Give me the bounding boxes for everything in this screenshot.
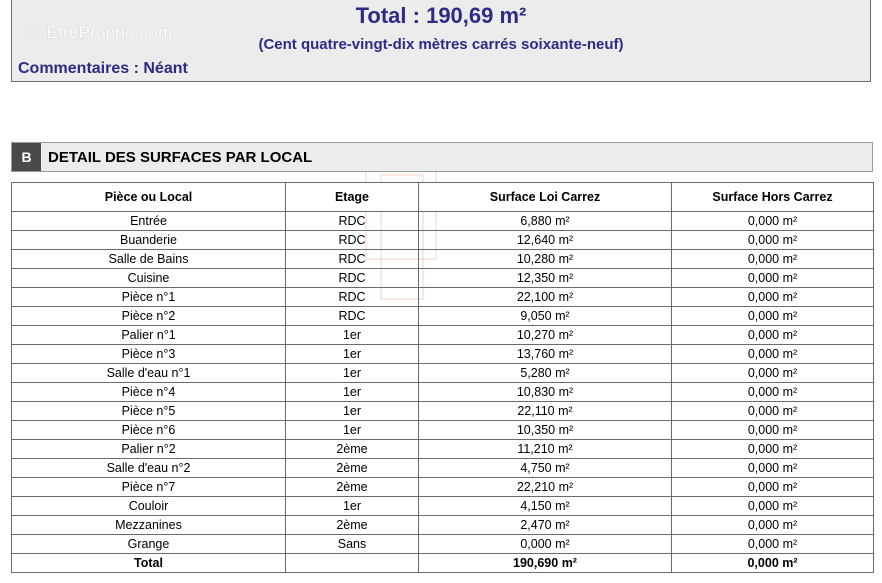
room-name-cell: Palier n°1 — [12, 326, 286, 345]
carrez-surface-cell: 6,880 m² — [419, 212, 672, 231]
table-row — [12, 250, 874, 269]
non-carrez-surface-cell: 0,000 m² — [672, 231, 874, 250]
table-row — [12, 383, 874, 402]
room-name-cell: Salle d'eau n°2 — [12, 459, 286, 478]
carrez-surface-cell: 4,150 m² — [419, 497, 672, 516]
column-header-carrez-surface: Surface Loi Carrez — [419, 183, 672, 212]
non-carrez-surface-cell: 0,000 m² — [672, 383, 874, 402]
column-header-floor: Etage — [286, 183, 419, 212]
non-carrez-surface-cell: 0,000 m² — [672, 307, 874, 326]
floor-cell: 1er — [286, 383, 419, 402]
column-header-non-carrez-surface: Surface Hors Carrez — [672, 183, 874, 212]
room-name-cell: Pièce n°4 — [12, 383, 286, 402]
non-carrez-surface-cell: 0,000 m² — [672, 402, 874, 421]
floor-cell: 2ème — [286, 516, 419, 535]
table-row — [12, 516, 874, 535]
table-total-row — [12, 554, 874, 573]
room-name-cell: Buanderie — [12, 231, 286, 250]
total-surface-in-words: (Cent quatre-vingt-dix mètres carrés soixante-neuf) — [258, 36, 624, 53]
carrez-surface-cell: 4,750 m² — [419, 459, 672, 478]
room-name-cell: Grange — [12, 535, 286, 554]
room-name-cell: Pièce n°5 — [12, 402, 286, 421]
table-row — [12, 231, 874, 250]
table-row — [12, 421, 874, 440]
floor-cell: 1er — [286, 364, 419, 383]
room-name-cell: Mezzanines — [12, 516, 286, 535]
carrez-surface-cell: 22,100 m² — [419, 288, 672, 307]
table-row — [12, 326, 874, 345]
non-carrez-surface-cell: 0,000 m² — [672, 516, 874, 535]
non-carrez-surface-cell: 0,000 m² — [672, 535, 874, 554]
carrez-surface-cell: 0,000 m² — [419, 535, 672, 554]
floor-cell: RDC — [286, 288, 419, 307]
floor-cell: RDC — [286, 212, 419, 231]
total-floor-cell — [286, 554, 419, 573]
non-carrez-surface-cell: 0,000 m² — [672, 421, 874, 440]
carrez-surface-cell: 2,470 m² — [419, 516, 672, 535]
non-carrez-surface-cell: 0,000 m² — [672, 440, 874, 459]
floor-cell: 2ème — [286, 440, 419, 459]
non-carrez-surface-cell: 0,000 m² — [672, 497, 874, 516]
floor-cell: Sans — [286, 535, 419, 554]
floor-cell: 2ème — [286, 459, 419, 478]
floor-cell: RDC — [286, 269, 419, 288]
table-row — [12, 364, 874, 383]
carrez-surface-cell: 10,350 m² — [419, 421, 672, 440]
total-label-cell: Total — [12, 554, 286, 573]
surfaces-table — [11, 182, 874, 573]
floor-cell: RDC — [286, 307, 419, 326]
carrez-surface-cell: 12,640 m² — [419, 231, 672, 250]
surface-summary-box — [11, 0, 871, 82]
room-name-cell: Entrée — [12, 212, 286, 231]
carrez-surface-cell: 9,050 m² — [419, 307, 672, 326]
total-surface-title: Total : 190,69 m² — [355, 3, 527, 28]
non-carrez-surface-cell: 0,000 m² — [672, 364, 874, 383]
room-name-cell: Pièce n°3 — [12, 345, 286, 364]
floor-cell: 1er — [286, 345, 419, 364]
carrez-surface-cell: 11,210 m² — [419, 440, 672, 459]
carrez-surface-cell: 5,280 m² — [419, 364, 672, 383]
table-row — [12, 345, 874, 364]
section-title: DETAIL DES SURFACES PAR LOCAL — [48, 149, 313, 166]
non-carrez-surface-cell: 0,000 m² — [672, 478, 874, 497]
floor-cell: 2ème — [286, 478, 419, 497]
table-row — [12, 535, 874, 554]
floor-cell: 1er — [286, 326, 419, 345]
room-name-cell: Pièce n°7 — [12, 478, 286, 497]
room-name-cell: Salle de Bains — [12, 250, 286, 269]
floor-cell: RDC — [286, 250, 419, 269]
total-non-carrez-cell: 0,000 m² — [672, 554, 874, 573]
non-carrez-surface-cell: 0,000 m² — [672, 459, 874, 478]
room-name-cell: Cuisine — [12, 269, 286, 288]
table-row — [12, 269, 874, 288]
carrez-surface-cell: 12,350 m² — [419, 269, 672, 288]
floor-cell: 1er — [286, 421, 419, 440]
room-name-cell: Pièce n°1 — [12, 288, 286, 307]
table-row — [12, 497, 874, 516]
room-name-cell: Couloir — [12, 497, 286, 516]
carrez-surface-cell: 10,280 m² — [419, 250, 672, 269]
watermark-text: © EtreProprio.com — [29, 23, 173, 42]
room-name-cell: Pièce n°6 — [12, 421, 286, 440]
table-body — [12, 212, 874, 573]
floor-cell: 1er — [286, 402, 419, 421]
section-letter-badge: B — [12, 143, 41, 171]
comments-line: Commentaires : Néant — [18, 60, 188, 77]
floor-cell: RDC — [286, 231, 419, 250]
table-row — [12, 478, 874, 497]
carrez-surface-cell: 10,270 m² — [419, 326, 672, 345]
non-carrez-surface-cell: 0,000 m² — [672, 212, 874, 231]
non-carrez-surface-cell: 0,000 m² — [672, 326, 874, 345]
non-carrez-surface-cell: 0,000 m² — [672, 288, 874, 307]
non-carrez-surface-cell: 0,000 m² — [672, 250, 874, 269]
room-name-cell: Palier n°2 — [12, 440, 286, 459]
table-header-row — [12, 183, 874, 212]
carrez-surface-cell: 10,830 m² — [419, 383, 672, 402]
carrez-surface-cell: 22,210 m² — [419, 478, 672, 497]
floor-cell: 1er — [286, 497, 419, 516]
non-carrez-surface-cell: 0,000 m² — [672, 269, 874, 288]
carrez-surface-cell: 22,110 m² — [419, 402, 672, 421]
room-name-cell: Pièce n°2 — [12, 307, 286, 326]
table-row — [12, 288, 874, 307]
table-row — [12, 459, 874, 478]
column-header-room: Pièce ou Local — [12, 183, 286, 212]
carrez-surface-cell: 13,760 m² — [419, 345, 672, 364]
total-carrez-cell: 190,690 m² — [419, 554, 672, 573]
room-name-cell: Salle d'eau n°1 — [12, 364, 286, 383]
section-header — [11, 142, 873, 172]
non-carrez-surface-cell: 0,000 m² — [672, 345, 874, 364]
table-row — [12, 307, 874, 326]
table-row — [12, 212, 874, 231]
table-row — [12, 440, 874, 459]
table-row — [12, 402, 874, 421]
